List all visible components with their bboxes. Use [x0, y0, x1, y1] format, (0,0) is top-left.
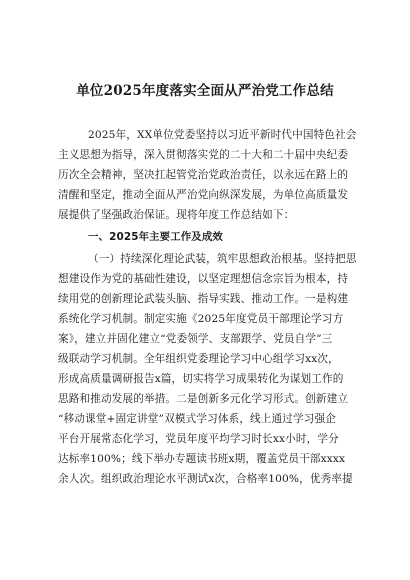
- paragraph-line: （一）持续深化理论武装，筑牢思想政治根基。坚持把思: [88, 253, 357, 265]
- paragraph-line: 平台开展常态化学习，党员年度平均学习时长xx小时，学分: [58, 433, 339, 445]
- paragraph-line: 清醒和坚定，推动全面从严治党向纵深发展，为单位高质量发: [58, 189, 349, 201]
- paragraph-line: 想建设作为党的基础性建设，以坚定理想信念宗旨为根本，持: [58, 273, 349, 285]
- paragraph-line: 案》，建立并固化建立“党委领学、支部跟学、党员自学”三: [58, 333, 333, 345]
- section-heading: 一、2025年主要工作及成效: [88, 231, 223, 243]
- paragraph-line: 级联动学习机制。全年组织党委理论学习中心组学习xx次，: [58, 353, 339, 365]
- paragraph-line: 思路和推动发展的举措。二是创新多元化学习形式。创新建立: [58, 393, 349, 405]
- paragraph-line: 续用党的创新理论武装头脑、指导实践、推动工作。一是构建: [58, 293, 349, 305]
- document-title: 单位2025年度落实全面从严治党工作总结: [76, 83, 334, 99]
- paragraph-line: 主义思想为指导，深入贯彻落实党的二十大和二十届中央纪委: [58, 149, 349, 161]
- paragraph-line: 形成高质量调研报告x篇，切实将学习成果转化为谋划工作的: [58, 373, 344, 385]
- paragraph-line: 2025年，XX单位党委坚持以习近平新时代中国特色社会: [88, 129, 357, 141]
- paragraph-line: 系统化学习机制。制定实施《2025年度党员干部理论学习方: [58, 313, 344, 325]
- paragraph-line: 展提供了坚强政治保证。现将年度工作总结如下：: [58, 209, 295, 221]
- paragraph-line: “移动课堂+固定讲堂”双模式学习体系，线上通过学习强企: [58, 413, 337, 425]
- paragraph-line: 历次全会精神，坚决扛起管党治党政治责任，以永远在路上的: [58, 169, 349, 181]
- paragraph-line: 余人次。组织政治理论水平测试x次，合格率100%，优秀率提: [58, 473, 353, 485]
- paragraph-line: 达标率100%；线下举办专题读书班x期，覆盖党员干部xxxx: [58, 453, 346, 465]
